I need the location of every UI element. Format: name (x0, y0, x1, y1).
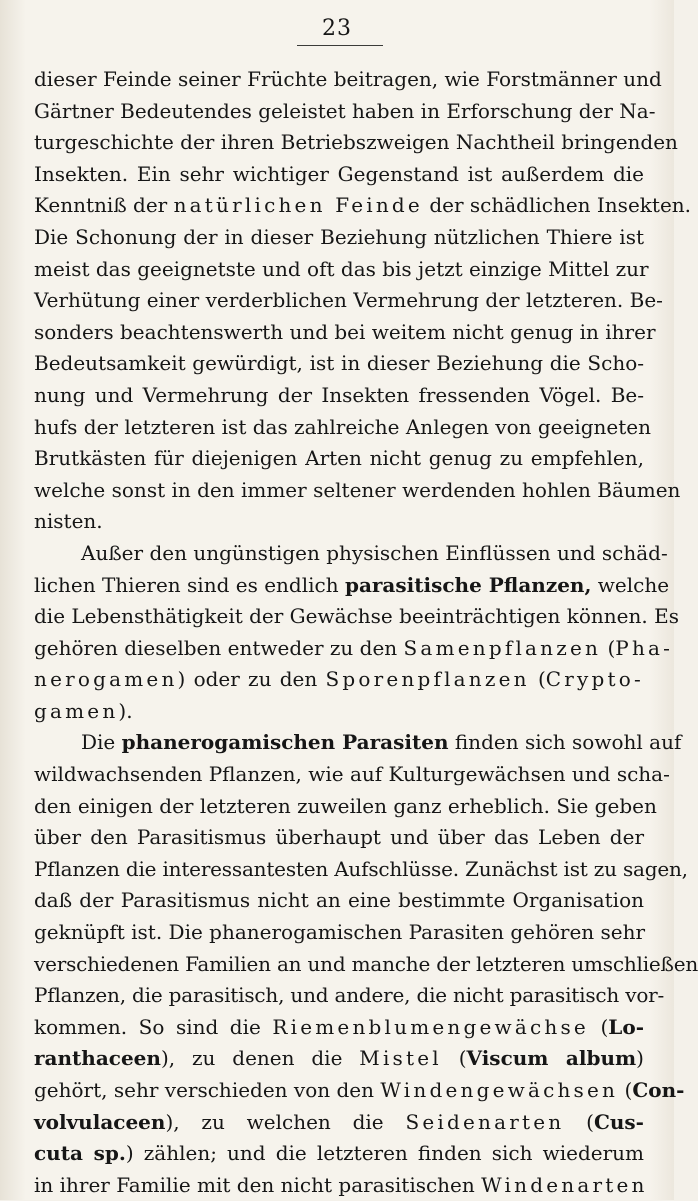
spaced-term: Sporenpflanzen (325, 667, 530, 692)
text-line (34, 696, 644, 728)
text-segment: nisten. (34, 509, 103, 534)
text-line (34, 854, 688, 886)
text-segment: welche (591, 572, 670, 597)
text-segment: ( (601, 635, 616, 660)
text-segment: ) (636, 1046, 644, 1071)
text-line (34, 727, 682, 759)
latin-term: volvulaceen (34, 1109, 166, 1134)
spaced-term: Crypto- (545, 667, 644, 692)
text-line (34, 412, 652, 444)
text-line (34, 96, 656, 128)
text-segment: ( (564, 1109, 594, 1134)
text-segment: Pflanzen die interessantesten Aufschlüsse. Zunächst ist zu sagen, (34, 856, 688, 881)
text-segment: ) zählen; und die letzteren finden sich wiederum (125, 1141, 644, 1166)
spaced-emphasis: natürlichen Feinde (173, 193, 423, 218)
text-line (34, 1107, 644, 1139)
spaced-term: gamen (34, 698, 119, 723)
text-segment: ), zu welchen die (165, 1109, 406, 1134)
text-line (34, 980, 665, 1012)
body-text (34, 64, 698, 1201)
text-segment: welche sonst in den immer seltener werdenden hohlen Bäumen (34, 477, 681, 502)
text-line (34, 222, 644, 254)
text-line (34, 822, 644, 854)
text-segment: der schädlichen Insekten. (422, 193, 692, 218)
text-line (34, 1075, 685, 1107)
latin-term: cuta sp. (34, 1141, 126, 1166)
text-segment: turgeschichte der ihren Betriebszweigen Nachtheil bringenden (34, 130, 678, 155)
spaced-term: Riemenblumengewächse (272, 1014, 589, 1039)
text-segment: ) oder zu den (177, 667, 326, 692)
text-segment: dieser Feinde seiner Früchte beitragen, wie Forstmänner und (34, 67, 662, 91)
text-segment: ( (588, 1014, 609, 1039)
text-segment: hufs der letzteren ist das zahlreiche Anlegen von geeigneten (34, 414, 652, 439)
spaced-term: Pha- (615, 635, 674, 660)
text-segment: Die Schonung der in dieser Beziehung nützlichen Thiere ist (34, 224, 644, 249)
text-line (34, 190, 692, 222)
spaced-term: Mistel (359, 1046, 442, 1071)
spaced-term: nerogamen (34, 667, 178, 692)
text-line (34, 285, 663, 317)
text-line (34, 127, 678, 159)
text-line (34, 538, 668, 570)
text-line (34, 917, 644, 949)
latin-term: ranthaceen (34, 1046, 161, 1071)
text-line (34, 443, 644, 475)
bold-term: phanerogamischen Parasiten (121, 730, 449, 755)
text-line (34, 791, 657, 823)
text-line (34, 885, 644, 917)
text-segment: gehört, sehr verschieden von den (34, 1078, 381, 1102)
text-line (34, 601, 679, 633)
text-line (34, 1170, 648, 1201)
text-segment: nung und Vermehrung der Insekten fressenden Vögel. Be- (34, 382, 644, 407)
page-number: 23 (322, 16, 352, 41)
text-line (34, 949, 698, 981)
latin-term: Lo- (608, 1014, 644, 1039)
spaced-term: Seidenarten (405, 1109, 565, 1134)
text-segment: Kenntniß der (34, 193, 174, 218)
text-line (34, 475, 681, 507)
text-line (34, 64, 662, 96)
text-line (34, 159, 644, 191)
text-line (34, 633, 674, 665)
text-segment: wildwachsenden Pflanzen, wie auf Kulturgewächsen und scha- (34, 762, 670, 787)
text-line (34, 348, 644, 380)
text-segment: Außer den ungünstigen physischen Einflüssen und schäd- (81, 540, 668, 565)
spaced-term: Samenpflanzen (403, 635, 602, 660)
text-segment: ( (529, 667, 546, 692)
bold-term: parasitische Pflanzen, (344, 572, 592, 597)
text-segment: Insekten. Ein sehr wichtiger Gegenstand ist außerdem die (34, 161, 644, 186)
text-line (34, 506, 644, 538)
text-segment: verschiedenen Familien an und manche der letzteren umschließen (34, 951, 698, 976)
text-segment: über den Parasitismus überhaupt und über das Leben der (34, 825, 644, 850)
latin-term: Viscum album (466, 1046, 637, 1071)
text-segment: Pflanzen, die parasitisch, und andere, die nicht parasitisch vor- (34, 983, 665, 1008)
text-segment: geknüpft ist. Die phanerogamischen Parasiten gehören sehr (34, 920, 646, 945)
spaced-term: Windenarten (481, 1172, 648, 1197)
text-line (34, 664, 644, 696)
text-segment: kommen. So sind die (34, 1014, 273, 1039)
text-segment: in ihrer Familie mit den nicht parasitischen (34, 1172, 482, 1197)
text-segment: den einigen der letzteren zuweilen ganz erheblich. Sie geben (34, 793, 657, 818)
text-segment: finden sich sowohl auf (448, 730, 682, 755)
page-number-rule (297, 45, 383, 46)
text-segment: daß der Parasitismus nicht an eine bestimmte Organisation (34, 888, 644, 913)
latin-term: Con- (632, 1078, 685, 1102)
text-segment: ( (618, 1078, 633, 1102)
text-line (34, 759, 670, 791)
text-segment: Bedeutsamkeit gewürdigt, ist in dieser Beziehung die Scho- (34, 351, 644, 376)
text-segment: lichen Thieren sind es endlich (34, 572, 345, 597)
text-segment: ). (118, 698, 133, 723)
spaced-term: Windengewächsen (380, 1078, 619, 1102)
text-segment: Die (81, 730, 122, 755)
text-segment: sonders beachtenswerth und bei weitem nicht genug in ihrer (34, 319, 656, 344)
text-segment: ( (441, 1046, 467, 1071)
text-line (34, 1012, 644, 1044)
text-segment: Gärtner Bedeutendes geleistet haben in Erforschung der Na- (34, 98, 656, 123)
text-line (34, 1043, 644, 1075)
latin-term: Cus- (593, 1109, 644, 1134)
text-segment: Brutkästen für diejenigen Arten nicht genug zu empfehlen, (34, 446, 644, 471)
text-segment: Verhütung einer verderblichen Vermehrung der letzteren. Be- (34, 288, 663, 313)
text-segment: die Lebensthätigkeit der Gewächse beeinträchtigen können. Es (34, 604, 679, 629)
text-line (34, 317, 656, 349)
text-segment: meist das geeignetste und oft das bis jetzt einzige Mittel zur (34, 256, 649, 281)
text-line (34, 254, 649, 286)
text-segment: ), zu denen die (160, 1046, 360, 1071)
text-line (34, 1138, 644, 1170)
text-line (34, 570, 670, 602)
text-line (34, 380, 644, 412)
text-segment: gehören dieselben entweder zu den (34, 635, 404, 660)
